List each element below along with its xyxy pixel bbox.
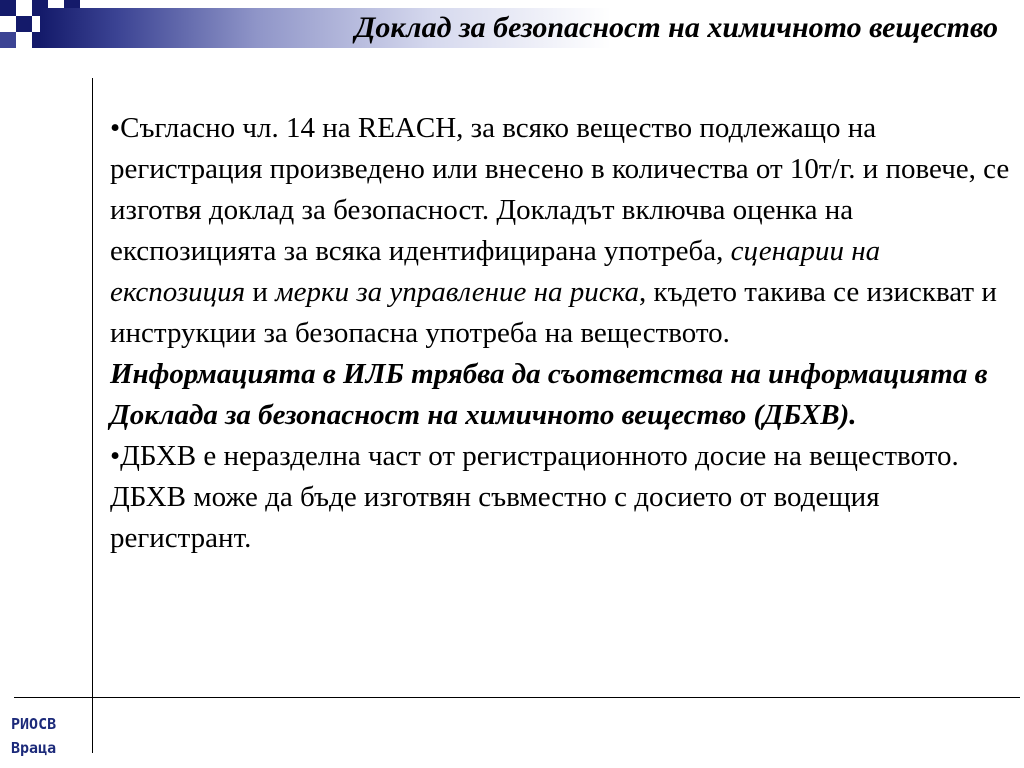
- body-emphasis: Информацията в ИЛБ трябва да съответства на информацията в Доклада за безопасност на химичното вещество (ДБХВ).: [110, 358, 988, 431]
- checker-square: [16, 16, 32, 32]
- italic-term-exposure-scenarios: сценарии на експозиция: [110, 235, 881, 308]
- horizontal-divider: [14, 697, 1020, 698]
- paragraph-text: •Съгласно чл. 14 на REACH, за всяко вещество подлежащо на регистрация произведено или внесено в количества от 10т/г. и повече, се изготвя доклад за безопасност. Докладът включва оценка на експозицията за всяка идентифицирана употреба,: [110, 112, 1010, 267]
- paragraph-text: , където такива се изискват и инструкции за безопасна употреба на веществото.: [110, 276, 997, 349]
- italic-term-risk-management: мерки за управление на риска: [275, 276, 639, 308]
- body-paragraph-dbhv: •ДБХВ е неразделна част от регистрационното досие на веществото. ДБХВ може да бъде изготвян съвместно с досието от водещия регистрант.: [110, 440, 959, 554]
- vertical-divider: [92, 78, 93, 753]
- footer-org-line: РИОСВ: [11, 715, 57, 733]
- footer-org-line: Враца: [11, 739, 57, 757]
- checker-square: [0, 0, 16, 16]
- paragraph-text: и: [245, 276, 276, 308]
- checker-square: [0, 32, 16, 48]
- body-paragraph-reach: [110, 108, 1010, 354]
- slide-title: Доклад за безопасност на химичното вещество: [354, 11, 998, 44]
- footer-organization: [11, 712, 56, 760]
- slide-body: [110, 108, 1010, 559]
